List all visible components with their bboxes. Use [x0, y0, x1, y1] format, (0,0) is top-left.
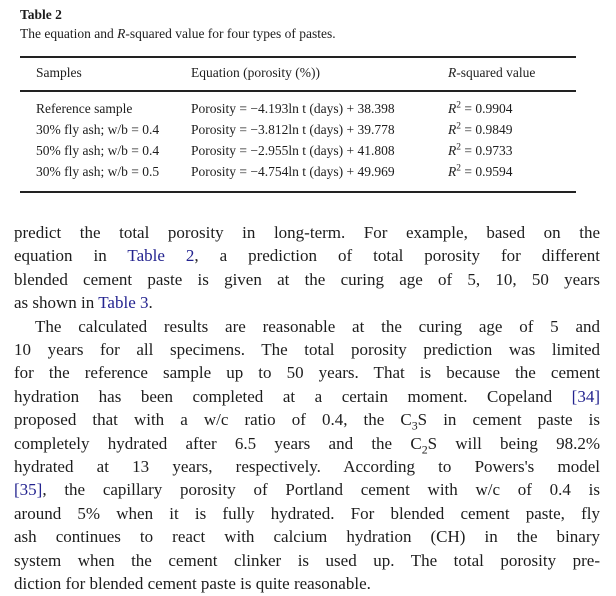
table-2-block: [20, 6, 576, 193]
table-cell-sample: [20, 140, 191, 161]
text-segment: R: [448, 122, 457, 137]
text-segment: 50% fly ash; w/b = 0.4: [36, 143, 160, 158]
text-segment: , a prediction of total porosity for different: [194, 246, 600, 266]
text-segment: R: [448, 101, 457, 116]
table-header-row: [20, 57, 576, 91]
column-header-samples: [20, 57, 191, 91]
text-segment: equation in: [14, 246, 128, 266]
text-segment: -squared value for four types of pastes.: [125, 26, 336, 41]
text-segment: R: [448, 164, 457, 179]
table-cell-equation: [191, 161, 448, 192]
text-segment: hydrated at 13 years, respectively. According to Powers's model: [14, 457, 600, 477]
table-cell-sample: [20, 91, 191, 119]
table-cell-rsquared: [448, 119, 576, 140]
table-row: [20, 161, 576, 192]
text-segment: = 0.9849: [460, 122, 513, 137]
column-header-equation: [191, 57, 448, 91]
text-segment: ash continues to react with calcium hydration (CH) in the binary: [14, 527, 600, 547]
text-line: [14, 525, 600, 548]
text-line: [14, 478, 600, 501]
text-segment: , the capillary porosity of Portland cement with w/c of 0.4 is: [42, 480, 600, 500]
text-line: [14, 572, 600, 595]
text-segment: 2: [421, 442, 428, 457]
text-segment: R: [448, 143, 457, 158]
text-line: [14, 268, 600, 291]
table-caption: [20, 25, 576, 43]
text-line: [14, 455, 600, 478]
table-cell-sample: [20, 119, 191, 140]
text-segment: hydration has been completed at a certain moment. Copeland: [14, 386, 572, 406]
text-line: [14, 432, 600, 455]
text-segment: Equation (porosity (%)): [191, 65, 320, 80]
table-cell-equation: [191, 91, 448, 119]
text-segment: proposed that with a w/c ratio of 0.4, the C: [14, 410, 412, 430]
table-cell-equation: [191, 119, 448, 140]
text-segment: 30% fly ash; w/b = 0.4: [36, 122, 160, 137]
text-line: [14, 385, 600, 408]
table-body: [20, 91, 576, 192]
text-segment: 3: [411, 418, 418, 433]
text-segment: S will being 98.2%: [427, 433, 600, 453]
link-table-2[interactable]: Table 2: [127, 246, 195, 266]
text-segment: Samples: [36, 65, 82, 80]
text-segment: as shown in: [14, 293, 99, 313]
text-segment: system when the cement clinker is used up. The total porosity pre-: [14, 550, 600, 570]
text-segment: diction for blended cement paste is quite reasonable.: [14, 574, 371, 594]
text-segment: for the reference sample up to 50 years. That is because the cement: [14, 363, 600, 383]
link-ref-34[interactable]: [34]: [571, 386, 600, 406]
text-segment: Porosity = −4.193ln t (days) + 38.398: [191, 101, 395, 116]
paragraph: [14, 221, 600, 315]
text-segment: The calculated results are reasonable at the curing age of 5 and: [35, 316, 600, 336]
text-segment: = 0.9594: [460, 164, 513, 179]
text-line: [14, 315, 600, 338]
results-table: [20, 56, 576, 193]
text-segment: = 0.9733: [460, 143, 513, 158]
link-table-3[interactable]: Table 3: [98, 293, 149, 313]
text-line: [14, 549, 600, 572]
text-line: [14, 244, 600, 267]
table-cell-rsquared: [448, 161, 576, 192]
table-row: [20, 140, 576, 161]
text-segment: Porosity = −3.812ln t (days) + 39.778: [191, 122, 395, 137]
text-segment: The equation and: [20, 26, 118, 41]
text-segment: 2: [456, 100, 461, 111]
body-text: [14, 221, 600, 596]
text-line: [14, 408, 600, 431]
text-segment: Porosity = −2.955ln t (days) + 41.808: [191, 143, 395, 158]
table-row: [20, 91, 576, 119]
link-ref-35[interactable]: [35]: [14, 480, 43, 500]
text-segment: Reference sample: [36, 101, 133, 116]
text-line: [14, 221, 600, 244]
text-line: [14, 361, 600, 384]
text-segment: 2: [456, 163, 461, 174]
text-segment: 2: [456, 121, 461, 132]
text-segment: 30% fly ash; w/b = 0.5: [36, 164, 160, 179]
text-segment: R: [117, 26, 126, 41]
table-row: [20, 119, 576, 140]
table-cell-rsquared: [448, 91, 576, 119]
text-line: [14, 502, 600, 525]
table-cell-equation: [191, 140, 448, 161]
text-segment: completely hydrated after 6.5 years and the C: [14, 433, 422, 453]
text-segment: = 0.9904: [460, 101, 513, 116]
column-header-rsquared: [448, 57, 576, 91]
text-segment: predict the total porosity in long-term. For example, based on the: [14, 223, 600, 242]
text-segment: 2: [456, 142, 461, 153]
text-segment: around 5% when it is fully hydrated. For blended cement paste, fly: [14, 503, 600, 523]
paragraph: [14, 315, 600, 596]
text-segment: Porosity = −4.754ln t (days) + 49.969: [191, 164, 395, 179]
text-line: [14, 338, 600, 361]
text-segment: -squared value: [456, 65, 536, 80]
text-segment: blended cement paste is given at the curing age of 5, 10, 50 years: [14, 269, 600, 289]
text-segment: 10 years for all specimens. The total porosity prediction was limited: [14, 340, 600, 360]
table-label: Table 2: [20, 7, 62, 22]
text-segment: .: [148, 293, 153, 313]
text-segment: R: [448, 65, 457, 80]
table-cell-rsquared: [448, 140, 576, 161]
text-line: [14, 291, 600, 314]
table-cell-sample: [20, 161, 191, 192]
text-segment: S in cement paste is: [417, 410, 600, 430]
